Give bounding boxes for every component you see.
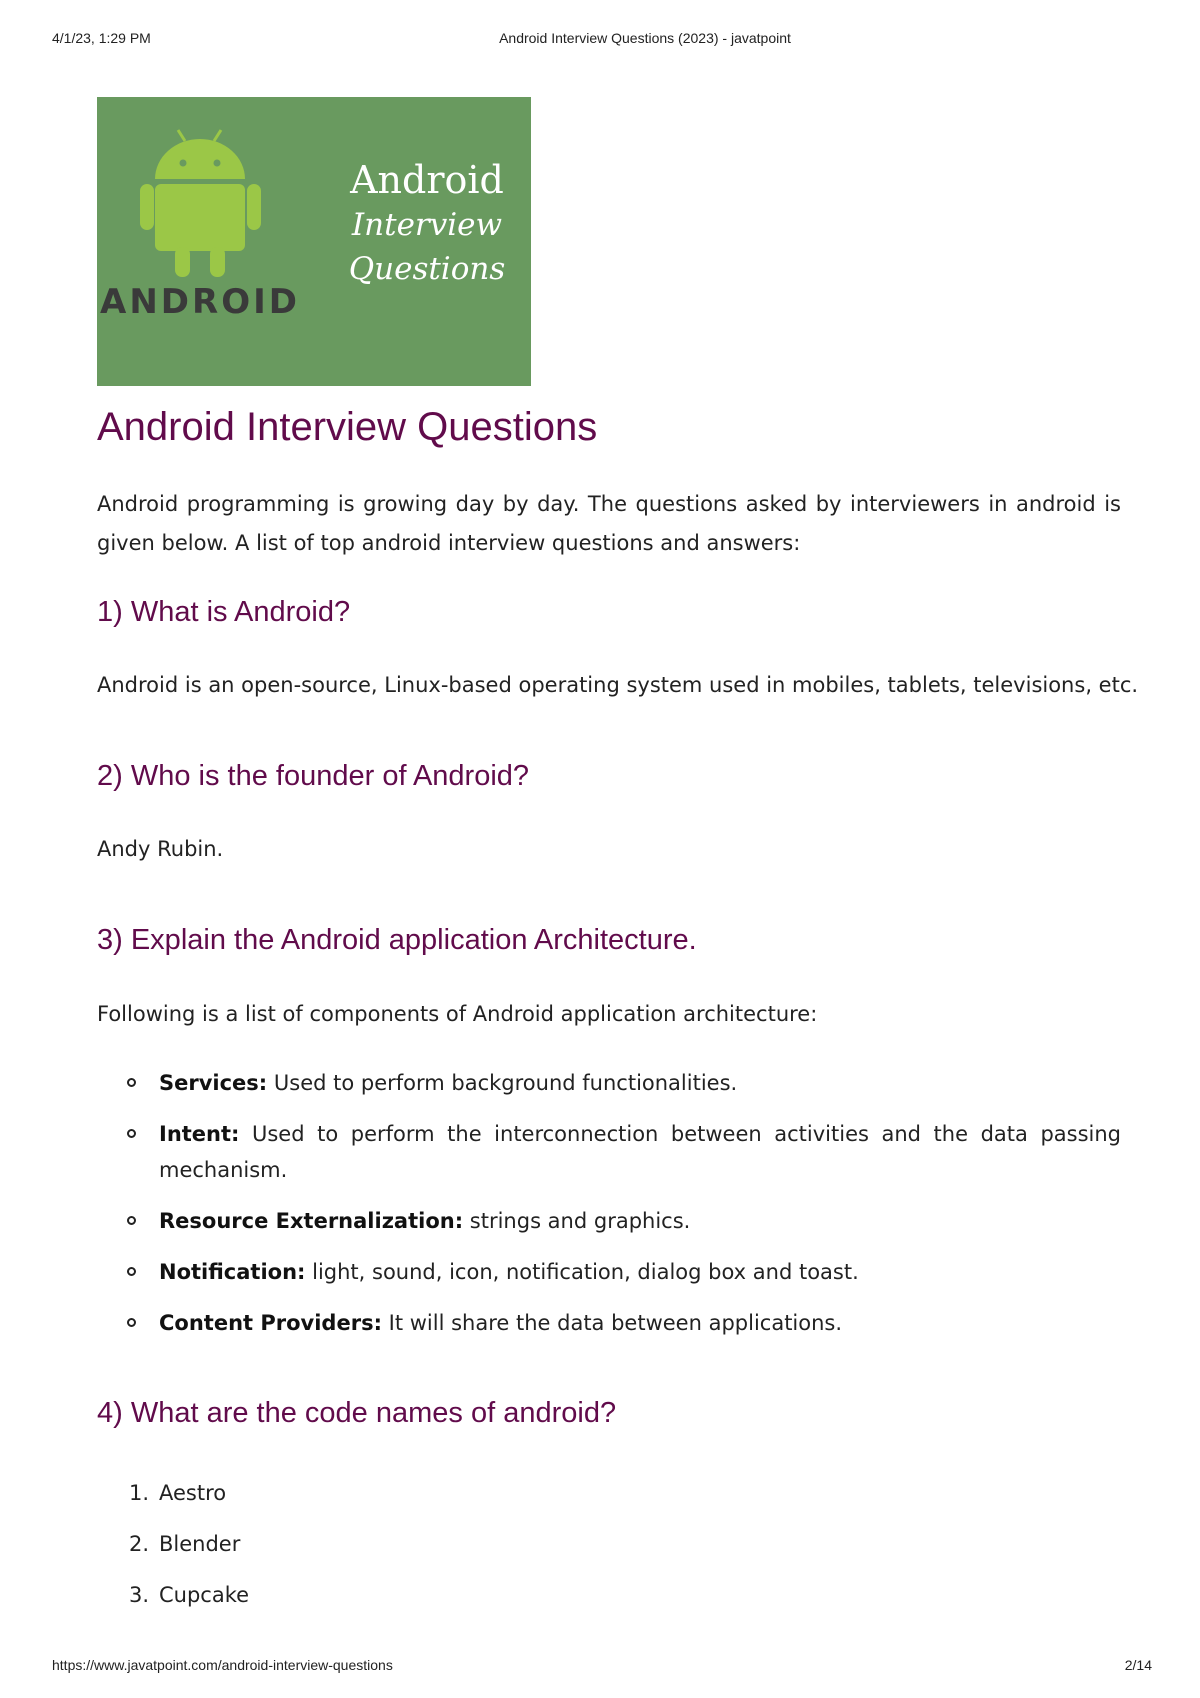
list-item <box>97 1203 1121 1239</box>
print-header <box>0 30 1200 50</box>
print-title: Android Interview Questions (2023) - javatpoint <box>499 30 791 46</box>
intro-paragraph: Android programming is growing day by day. The questions asked by interviewers in android is given below. A list of top android interview questions and answers: <box>97 492 1121 555</box>
print-date: 4/1/23, 1:29 PM <box>52 30 151 46</box>
question-heading-3: 3) Explain the Android application Architecture. <box>97 924 697 956</box>
list-item <box>97 1526 249 1562</box>
list-item-desc: Used to perform the interconnection between activities and the data passing mechanism. <box>159 1122 1121 1182</box>
list-item-desc: It will share the data between applications. <box>381 1311 843 1335</box>
list-item-name: Aestro <box>159 1481 227 1505</box>
list-item-term: Intent: <box>159 1122 240 1146</box>
question-heading-1: 1) What is Android? <box>97 596 351 628</box>
list-item <box>97 1116 1121 1188</box>
bullet-icon <box>127 1318 136 1327</box>
answer-3-intro: Following is a list of components of Android application architecture: <box>97 1002 818 1026</box>
banner-line-1: Android <box>350 158 504 202</box>
list-item-term: Services: <box>159 1071 268 1095</box>
bullet-icon <box>127 1078 136 1087</box>
banner-caption <box>327 157 527 291</box>
article-content <box>97 97 1139 1607</box>
question-heading-2: 2) Who is the founder of Android? <box>97 760 530 792</box>
list-item-number: 3. <box>129 1583 150 1607</box>
list-item <box>97 1305 1121 1341</box>
list-item <box>97 1577 249 1613</box>
list-item-term: Resource Externalization: <box>159 1209 464 1233</box>
list-item-desc: strings and graphics. <box>463 1209 691 1233</box>
code-names-list <box>97 1475 249 1628</box>
print-url: https://www.javatpoint.com/android-interview-questions <box>52 1657 393 1673</box>
print-footer <box>0 1657 1200 1677</box>
android-banner-image <box>97 97 531 386</box>
architecture-components-list <box>97 1065 1121 1356</box>
list-item-desc: light, sound, icon, notification, dialog box and toast. <box>305 1260 859 1284</box>
bullet-icon <box>127 1216 136 1225</box>
bullet-icon <box>127 1129 136 1138</box>
list-item-term: Notification: <box>159 1260 306 1284</box>
list-item <box>97 1475 249 1511</box>
banner-line-3: Questions <box>348 251 506 287</box>
page-title: Android Interview Questions <box>97 405 598 449</box>
list-item <box>97 1065 1121 1101</box>
question-heading-4: 4) What are the code names of android? <box>97 1397 617 1429</box>
list-item <box>97 1254 1121 1290</box>
list-item-number: 1. <box>129 1481 150 1505</box>
list-item-name: Cupcake <box>159 1583 250 1607</box>
list-item-desc: Used to perform background functionalities. <box>267 1071 738 1095</box>
list-item-number: 2. <box>129 1532 150 1556</box>
banner-line-2: Interview <box>351 207 503 243</box>
list-item-term: Content Providers: <box>159 1311 382 1335</box>
answer-1: Android is an open-source, Linux-based operating system used in mobiles, tablets, televisions, etc. <box>97 673 1139 697</box>
android-logo-text: ANDROID <box>100 282 300 322</box>
page-number: 2/14 <box>1124 1657 1152 1673</box>
answer-2: Andy Rubin. <box>97 837 224 861</box>
list-item-name: Blender <box>159 1532 241 1556</box>
bullet-icon <box>127 1267 136 1276</box>
